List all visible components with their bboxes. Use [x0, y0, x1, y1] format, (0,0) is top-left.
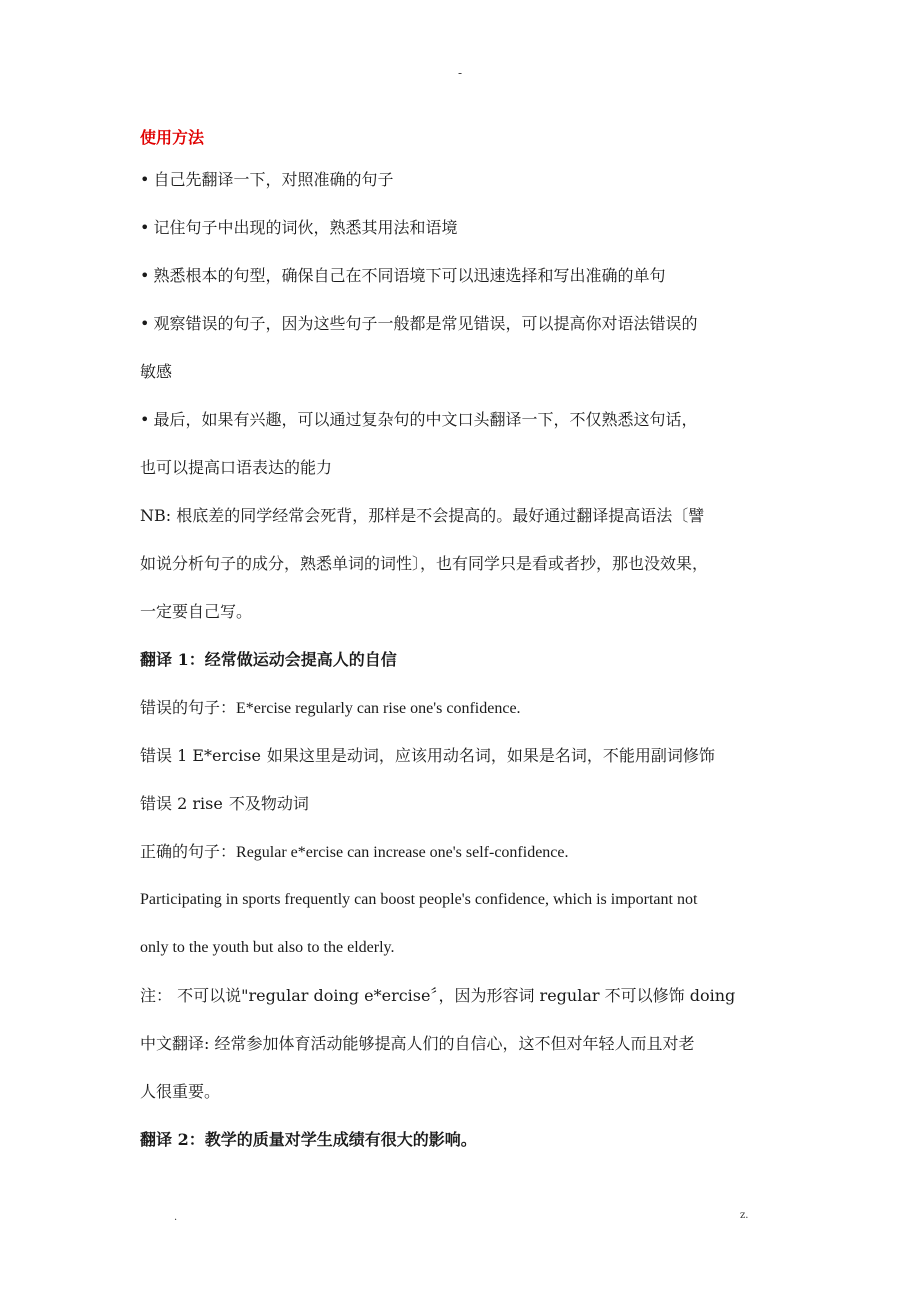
nb-line: 一定要自己写。: [140, 602, 253, 621]
error2-line: [140, 780, 790, 828]
error2-label: 错误 2 rise: [140, 794, 223, 813]
usage-item: • 观察错误的句子，因为这些句子一般都是常见错误，可以提高你对语法错误的: [140, 314, 698, 333]
error1-text: 如果这里是动词，应该用动名词，如果是名词，不能用副词修饰: [266, 746, 715, 765]
footer-left-mark: .: [174, 1212, 178, 1223]
bullet-icon: •: [140, 410, 150, 429]
wrong-sentence: E*ercise regularly can rise one's confidence.: [236, 700, 521, 717]
bullet-icon: •: [140, 266, 150, 285]
note-line: 注： 不可以说"regular doing e*ercise〞，因为形容词 regular 不可以修饰 doing: [140, 986, 736, 1005]
usage-item: • 记住句子中出现的词伙，熟悉其用法和语境: [140, 218, 458, 237]
translation1-title: 翻译 1：经常做运动会提高人的自信: [140, 650, 397, 669]
bullet-icon: •: [140, 170, 150, 189]
usage-item: • 自己先翻译一下，对照准确的句子: [140, 170, 394, 189]
document-body: [140, 120, 790, 1164]
usage-item: • 熟悉根本的句型，确保自己在不同语境下可以迅速选择和写出准确的单句: [140, 266, 666, 285]
footer-right-mark: z.: [740, 1210, 749, 1221]
extended-sentence-line: Participating in sports frequently can boost people's confidence, which is important not: [140, 891, 698, 908]
usage-item-continued: 也可以提高口语表达的能力: [140, 458, 333, 477]
translation2-title: 翻译 2：教学的质量对学生成绩有很大的影响。: [140, 1130, 477, 1149]
correct-label: 正确的句子：: [140, 842, 237, 861]
cn-translation-line: 中文翻译: 经常参加体育活动能够提高人们的自信心，这不但对年轻人而且对老: [140, 1034, 695, 1053]
bullet-icon: •: [140, 218, 150, 237]
wrong-label: 错误的句子：: [140, 698, 237, 717]
nb-line: 如说分析句子的成分，熟悉单词的词性〕，也有同学只是看或者抄，那也没效果，: [140, 554, 709, 573]
error2-text: 不及物动词: [228, 794, 309, 813]
usage-item-continued: 敏感: [140, 362, 173, 381]
usage-title: 使用方法: [140, 128, 205, 147]
page-header-mark: -: [457, 66, 463, 80]
usage-item: • 最后，如果有兴趣，可以通过复杂句的中文口头翻译一下，不仅熟悉这句话，: [140, 410, 698, 429]
correct-sentence: Regular e*ercise can increase one's self-confidence.: [236, 844, 569, 861]
correct-sentence-line: [140, 828, 790, 876]
cn-translation-line: 人很重要。: [140, 1082, 221, 1101]
wrong-sentence-line: [140, 684, 790, 732]
error1-label: 错误 1 E*ercise: [140, 746, 261, 765]
extended-sentence-line: only to the youth but also to the elderly.: [140, 939, 395, 956]
nb-line: NB: 根底差的同学经常会死背，那样是不会提高的。最好通过翻译提高语法〔譬: [140, 506, 705, 525]
bullet-icon: •: [140, 314, 150, 333]
error1-line: [140, 732, 790, 780]
